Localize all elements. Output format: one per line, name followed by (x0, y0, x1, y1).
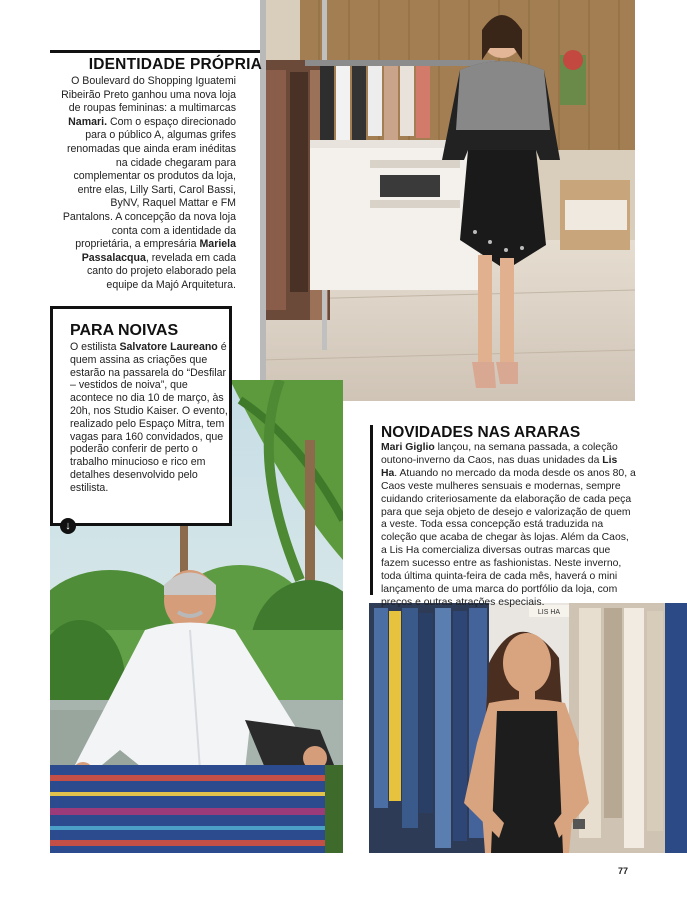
section2-text-2: é quem assina as criações que estarão na passarela do “Desfilar – vestidos de noiva”, que acontece no dia 10 de março, às 20h, nos Studio Kaiser. O evento, realizado pelo Espaço Mitra, tem vagas para 160 convidados, que poderão conferir de perto o trabalho minucioso e rico em detalhes desenvolvido pelo estilista. (70, 341, 228, 494)
arrow-down-icon: ↓ (60, 518, 76, 534)
section1-owner: Mariela Passalacqua (81, 238, 236, 264)
section3-title: NOVIDADES NAS ARARAS (381, 424, 581, 441)
photo-store-owner (260, 0, 635, 401)
section3-text-1: lançou, na semana passada, a coleção outono-inverno da Caos, nas duas unidades da (381, 442, 618, 466)
section2-body (70, 341, 230, 495)
section3-text-2: . Atuando no mercado da moda desde os anos 80, a Caos veste mulheres sensuais e modernas, sempre cuidando criteriosamente da elaboração de cada peça para que seja objeto de desejo e valorização de quem a veste. Toda essa concepção está traduzida na coleção que acaba de chegar às lojas. Além da Caos, a Lis Ha comercializa diversas outras marcas que fazem sucesso entre as fashionistas. Neste inverno, toda última quinta-feira de cada mês, haverá o mini lançamento de uma marca do portfólio da loja, com preços e outras atrações especiais. (381, 467, 636, 608)
section1-text-3: , revelada em cada canto do projeto elaborado pela equipe da Majó Arquitetura. (86, 251, 236, 291)
section1-rule (50, 50, 260, 53)
section1-brand: Namari. (68, 115, 108, 128)
section1-text-1: O Boulevard do Shopping Iguatemi Ribeirão Preto ganhou uma nova loja de roupas femininas: a multimarcas (61, 75, 236, 115)
photo-store-clothing (369, 603, 687, 853)
page-number: 77 (618, 866, 629, 876)
section2-designer: Salvatore Laureano (119, 341, 218, 353)
section3-store: Lis Ha (381, 454, 618, 479)
section2-text-1: O estilista (70, 341, 120, 353)
section3-person: Mari Giglio (381, 442, 435, 453)
section1-text-2: Com o espaço direcionado para o público A, algumas grifes renomadas que ainda eram inéditas na cidade chegaram para complementar os produtos da loja, entre elas, Lilly Sarti, Carol Bassi, ByNV, Raquel Mattar e FM Pantalons. A concepção da nova loja conta com a identidade da proprietária, a empresária (62, 115, 236, 251)
section3-rule (370, 425, 373, 595)
section1-body (60, 75, 236, 293)
section2-title: PARA NOIVAS (70, 322, 179, 339)
store-sign-text: LIS HA (537, 609, 561, 616)
section3-body (381, 442, 636, 610)
section1-title: IDENTIDADE PRÓPRIA (88, 56, 262, 73)
